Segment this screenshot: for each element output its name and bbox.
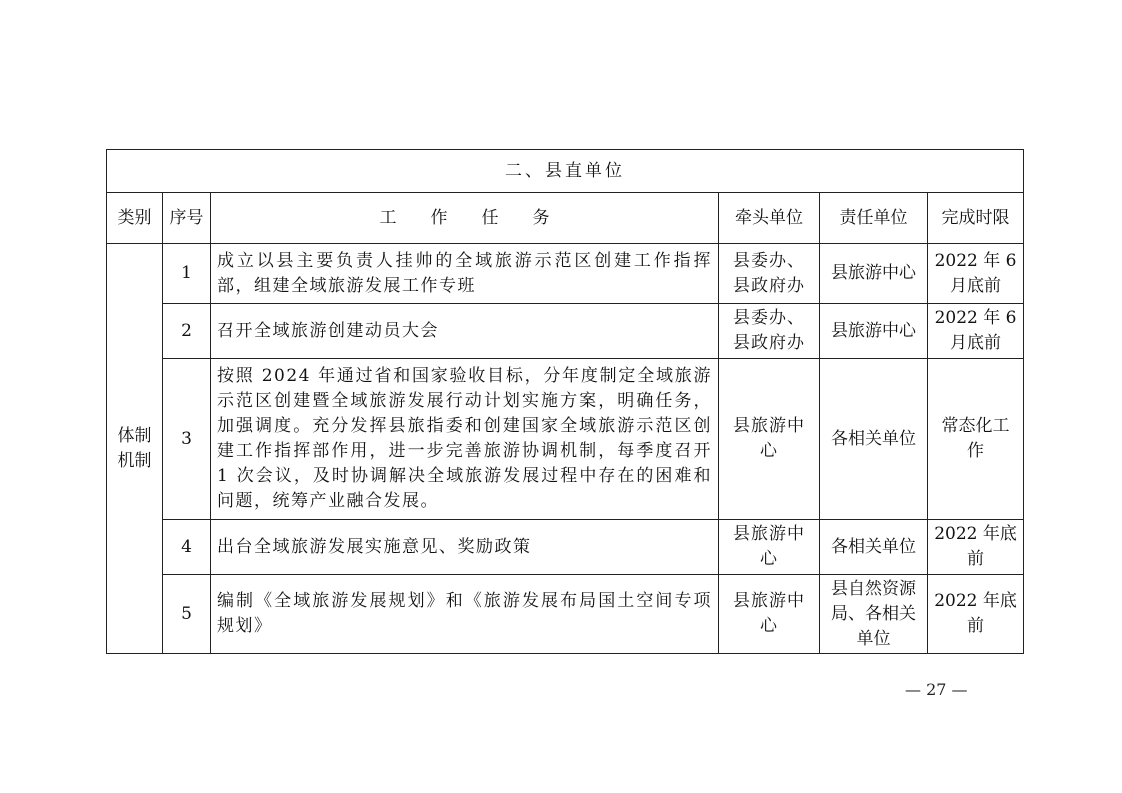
task-text: 出台全域旅游发展实施意见、奖励政策 bbox=[211, 520, 719, 575]
task-text: 成立以县主要负责人挂帅的全域旅游示范区创建工作指挥部，组建全域旅游发展工作专班 bbox=[211, 244, 719, 304]
table-row bbox=[107, 359, 1024, 520]
lead-unit: 县旅游中心 bbox=[719, 359, 820, 520]
lead-unit: 县委办、县政府办 bbox=[719, 244, 820, 304]
task-text: 召开全域旅游创建动员大会 bbox=[211, 304, 719, 359]
responsible-unit: 县旅游中心 bbox=[820, 244, 928, 304]
deadline: 常态化工作 bbox=[928, 359, 1024, 520]
task-text: 编制《全域旅游发展规划》和《旅游发展布局国土空间专项规划》 bbox=[211, 575, 719, 654]
category-cell: 体制机制 bbox=[107, 244, 163, 654]
deadline: 2022 年底前 bbox=[928, 520, 1024, 575]
lead-unit: 县旅游中心 bbox=[719, 520, 820, 575]
task-text: 按照 2024 年通过省和国家验收目标，分年度制定全域旅游示范区创建暨全域旅游发展行动计划实施方案，明确任务，加强调度。充分发挥县旅指委和创建国家全域旅游示范区创建工作指挥部作用，进一步完善旅游协调机制，每季度召开 1 次会议，及时协调解决全域旅游发展过程中存在的困难和问题，统筹产业融合发展。 bbox=[211, 359, 719, 520]
task-table bbox=[106, 149, 1024, 654]
header-task: 工作任务 bbox=[211, 193, 719, 244]
section-title: 二、县直单位 bbox=[107, 150, 1024, 193]
deadline: 2022 年 6 月底前 bbox=[928, 304, 1024, 359]
row-number: 5 bbox=[163, 575, 211, 654]
page-number: — 27 — bbox=[905, 680, 968, 699]
row-number: 3 bbox=[163, 359, 211, 520]
responsible-unit: 县自然资源局、各相关单位 bbox=[820, 575, 928, 654]
deadline: 2022 年 6 月底前 bbox=[928, 244, 1024, 304]
header-deadline: 完成时限 bbox=[928, 193, 1024, 244]
responsible-unit: 各相关单位 bbox=[820, 359, 928, 520]
row-number: 2 bbox=[163, 304, 211, 359]
deadline: 2022 年底前 bbox=[928, 575, 1024, 654]
header-responsible-unit: 责任单位 bbox=[820, 193, 928, 244]
header-category: 类别 bbox=[107, 193, 163, 244]
header-lead-unit: 牵头单位 bbox=[719, 193, 820, 244]
table-row bbox=[107, 304, 1024, 359]
responsible-unit: 各相关单位 bbox=[820, 520, 928, 575]
row-number: 4 bbox=[163, 520, 211, 575]
row-number: 1 bbox=[163, 244, 211, 304]
section-title-row bbox=[107, 150, 1024, 193]
header-seq: 序号 bbox=[163, 193, 211, 244]
header-row bbox=[107, 193, 1024, 244]
responsible-unit: 县旅游中心 bbox=[820, 304, 928, 359]
lead-unit: 县旅游中心 bbox=[719, 575, 820, 654]
lead-unit: 县委办、县政府办 bbox=[719, 304, 820, 359]
table-row bbox=[107, 575, 1024, 654]
table-row bbox=[107, 244, 1024, 304]
table-row bbox=[107, 520, 1024, 575]
